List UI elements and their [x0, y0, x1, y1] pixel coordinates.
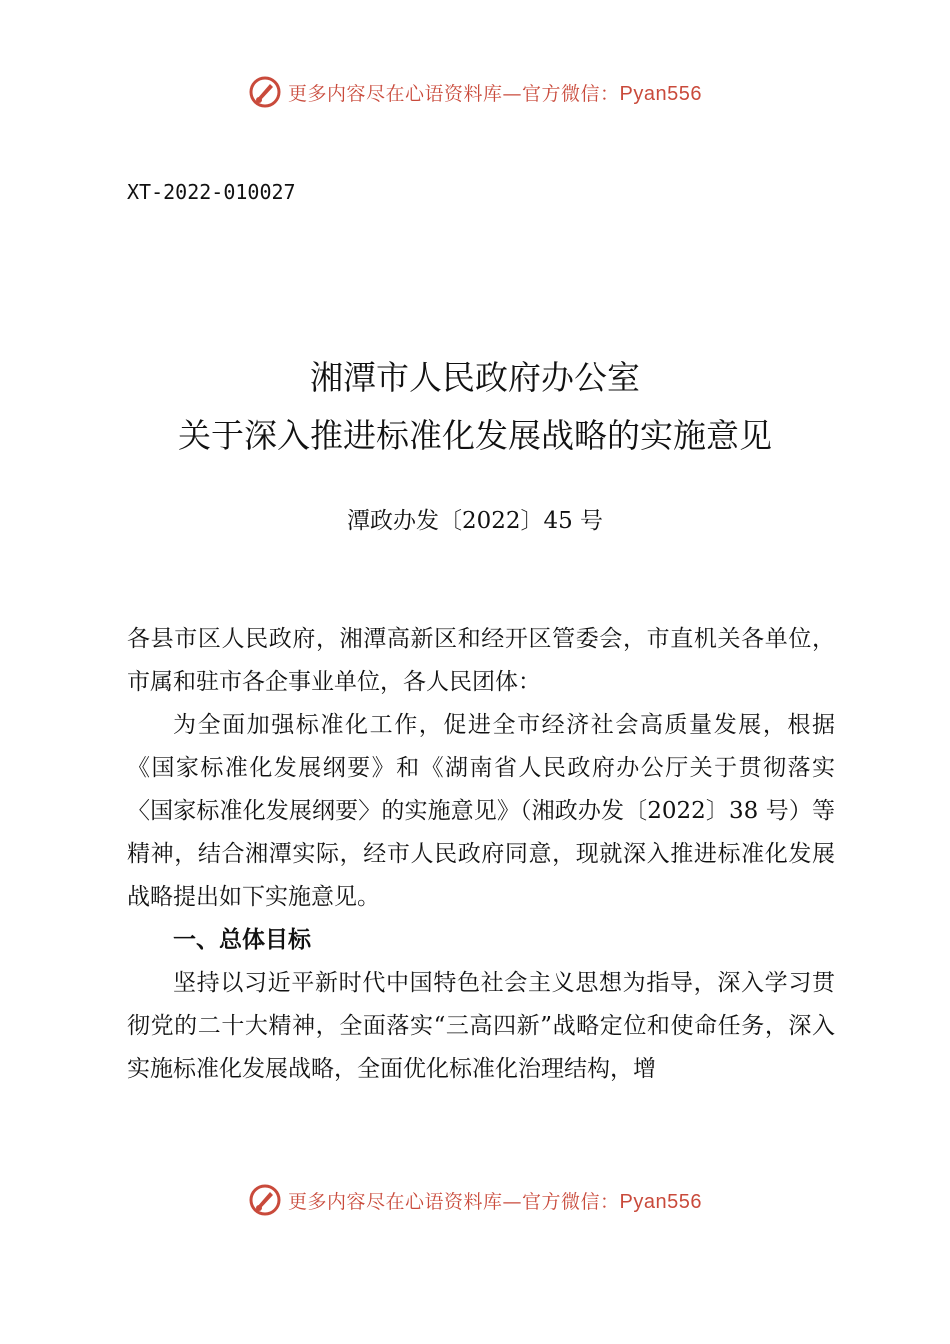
watermark-text: [288, 1187, 702, 1214]
watermark-banner-bottom: [0, 1180, 950, 1220]
watermark-text: [288, 79, 702, 106]
document-title-line1: 湘潭市人民政府办公室: [310, 358, 640, 397]
document-number: 潭政办发〔2022〕45 号: [346, 508, 604, 534]
watermark-wechat-id: Pyan556: [619, 82, 702, 105]
paragraph-intro: 为全面加强标准化工作，促进全市经济社会高质量发展，根据《国家标准化发展纲要》和《湖南省人民政府办公厅关于贯彻落实〈国家标准化发展纲要〉的实施意见》（湘政办发〔2022〕38 号）等精神，结合湘潭实际，经市人民政府同意，现就深入推进标准化发展战略提出如下实施意见。: [127, 712, 835, 910]
document-id: XT-2022-010027: [127, 180, 296, 204]
brush-logo-icon: [248, 1183, 282, 1217]
watermark-banner-top: [0, 72, 950, 112]
paragraph-goal: 坚持以习近平新时代中国特色社会主义思想为指导，深入学习贯彻党的二十大精神，全面落实“三高四新”战略定位和使命任务，深入实施标准化发展战略，全面优化标准化治理结构，增: [127, 970, 835, 1082]
section-heading: 一、总体目标: [173, 927, 311, 953]
document-title-line2: 关于深入推进标准化发展战略的实施意见: [178, 416, 772, 455]
watermark-wechat-id: Pyan556: [619, 1190, 702, 1213]
addressee: 各县市区人民政府，湘潭高新区和经开区管委会，市直机关各单位，市属和驻市各企事业单位，各人民团体：: [127, 626, 835, 695]
watermark-label: 更多内容尽在心语资料库—官方微信：: [288, 82, 620, 105]
watermark-label: 更多内容尽在心语资料库—官方微信：: [288, 1190, 620, 1213]
brush-logo-icon: [248, 75, 282, 109]
document-body: [127, 618, 835, 1091]
